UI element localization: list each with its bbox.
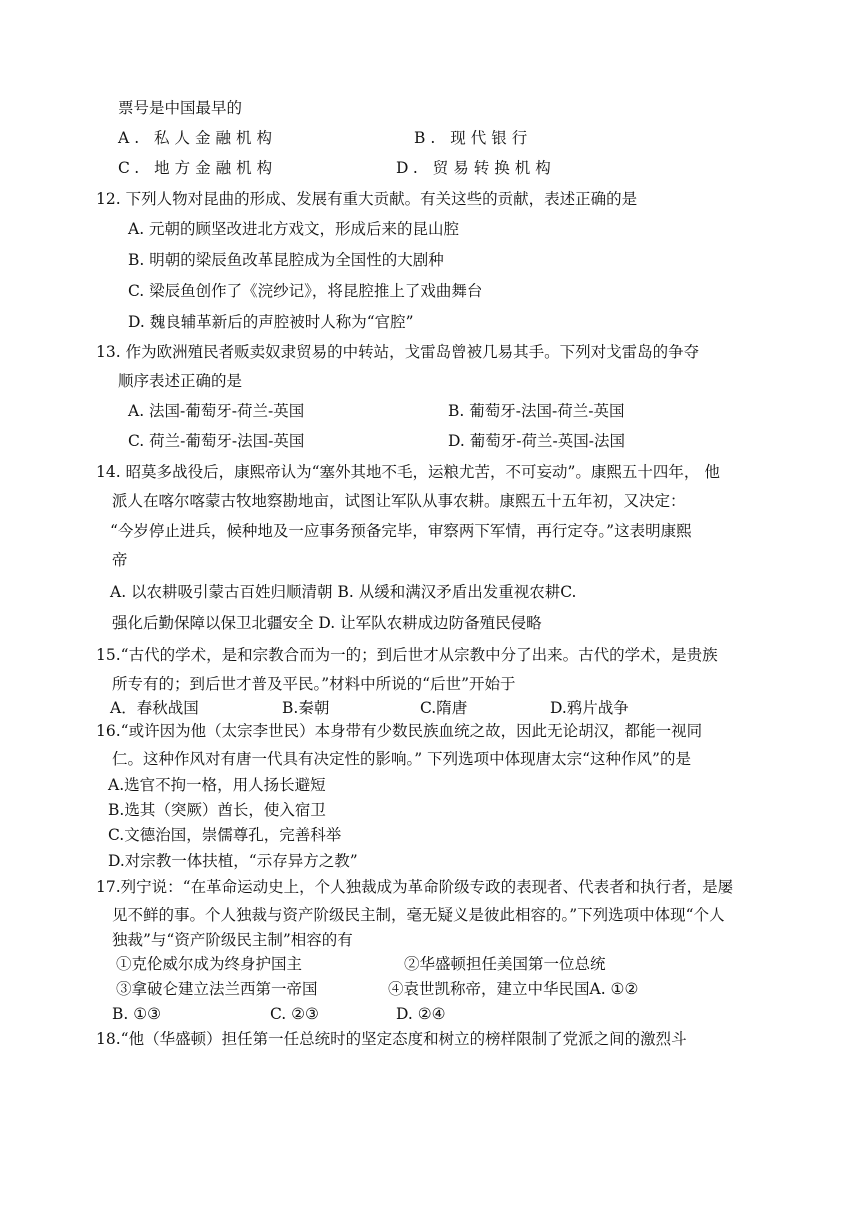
q15-option-c: C.隋唐 — [420, 699, 468, 717]
q14-stem-line3: “今岁停止进兵，候种地及一应事务预备完毕，审察两下军情，再行定夺。”这表明康熙 — [110, 522, 692, 540]
q14-stem-line2: 派人在喀尔喀蒙古牧地察勘地亩，试图让军队从事农耕。康熙五十五年初，又决定： — [112, 492, 686, 510]
q16-option-a: A.选官不拘一格，用人扬长避短 — [108, 776, 326, 794]
q17-stem-line3: 独裁”与“资产阶级民主制”相容的有 — [112, 931, 353, 949]
q18-stem-line1: 18.“他（华盛顿）担任第一任总统时的坚定态度和树立的榜样限制了党派之间的激烈斗 — [96, 1030, 687, 1048]
q15-option-b: B.秦朝 — [282, 699, 330, 717]
q17-stem-line2: 见不鲜的事。个人独裁与资产阶级民主制，毫无疑义是彼此相容的。”下列选项中体现“个人 — [112, 906, 725, 924]
q17-option-d: D. ②④ — [396, 1005, 446, 1023]
q12-option-a: A. 元朝的顾坚改进北方戏文，形成后来的昆山腔 — [128, 220, 460, 238]
q16-option-c: C.文德治国，崇儒尊孔，完善科举 — [108, 826, 342, 844]
q12-option-d: D. 魏良辅革新后的声腔被时人称为“官腔” — [128, 313, 414, 331]
q13-option-d: D. 葡萄牙-荷兰-英国-法国 — [448, 432, 625, 450]
q16-option-d: D.对宗教一体扶植，“示存异方之教” — [108, 852, 358, 870]
q12-option-c: C. 梁辰鱼创作了《浣纱记》，将昆腔推上了戏曲舞台 — [128, 282, 483, 300]
q11-option-a: A. 私人金融机构 — [118, 129, 278, 147]
q13-option-c: C. 荷兰-葡萄牙-法国-英国 — [128, 432, 305, 450]
q17-item-3: ③拿破仑建立法兰西第一帝国 — [116, 980, 318, 998]
q15-option-a: A．春秋战国 — [110, 699, 199, 717]
q17-option-c: C. ②③ — [270, 1005, 319, 1023]
q11-option-b: B. 现代银行 — [414, 129, 533, 147]
q11-option-d: D. 贸易转换机构 — [396, 159, 556, 177]
q17-item-2: ②华盛顿担任美国第一位总统 — [404, 955, 606, 973]
q17-item-4: ④袁世凯称帝，建立中华民国A. ①② — [388, 980, 639, 998]
q16-stem-line2: 仁。这种作风对有唐一代具有决定性的影响。” 下列选项中体现唐太宗“这种作风”的是 — [112, 750, 691, 768]
q11-stem-continuation: 票号是中国最早的 — [118, 99, 243, 117]
q14-options-line1: A. 以农耕吸引蒙古百姓归顺清朝 B. 从缓和满汉矛盾出发重视农耕C. — [110, 583, 577, 601]
q16-stem-line1: 16.“或许因为他（太宗李世民）本身带有少数民族血统之故，因此无论胡汉，都能一视同 — [96, 722, 703, 740]
q15-stem-line2: 所专有的；到后世才普及平民。”材料中所说的“后世”开始于 — [112, 675, 516, 693]
q14-options-line2: 强化后勤保障以保卫北疆安全 D. 让军队农耕成边防备殖民侵略 — [112, 614, 542, 632]
q17-option-b: B. ①③ — [112, 1005, 162, 1023]
q15-stem-line1: 15.“古代的学术，是和宗教合而为一的；到后世才从宗教中分了出来。古代的学术，是贵族 — [96, 646, 718, 664]
q11-option-c: C. 地方金融机构 — [118, 159, 278, 177]
q13-stem-line1: 13. 作为欧洲殖民者贩卖奴隶贸易的中转站，戈雷岛曾被几易其手。下列对戈雷岛的争夺 — [96, 343, 700, 361]
q16-option-b: B.选其（突厥）酋长，使入宿卫 — [108, 801, 326, 819]
q17-item-1: ①克伦威尔成为终身护国主 — [116, 955, 303, 973]
q12-option-b: B. 明朝的梁辰鱼改革昆腔成为全国性的大剧种 — [128, 251, 444, 269]
q15-option-d: D.鸦片战争 — [550, 699, 629, 717]
q12-stem: 12. 下列人物对昆曲的形成、发展有重大贡献。有关这些的贡献，表述正确的是 — [96, 190, 638, 208]
q14-stem-line4: 帝 — [112, 551, 128, 569]
q14-stem-line1: 14. 昭莫多战役后，康熙帝认为“塞外其地不毛，运粮尤苦，不可妄动”。康熙五十四年， 他 — [96, 463, 720, 481]
q13-stem-line2: 顺序表述正确的是 — [118, 372, 243, 390]
q17-stem-line1: 17.列宁说：“在革命运动史上，个人独裁成为革命阶级专政的表现者、代表者和执行者，是屡 — [96, 878, 734, 896]
q13-option-a: A. 法国-葡萄牙-荷兰-英国 — [128, 402, 305, 420]
q13-option-b: B. 葡萄牙-法国-荷兰-英国 — [448, 402, 625, 420]
